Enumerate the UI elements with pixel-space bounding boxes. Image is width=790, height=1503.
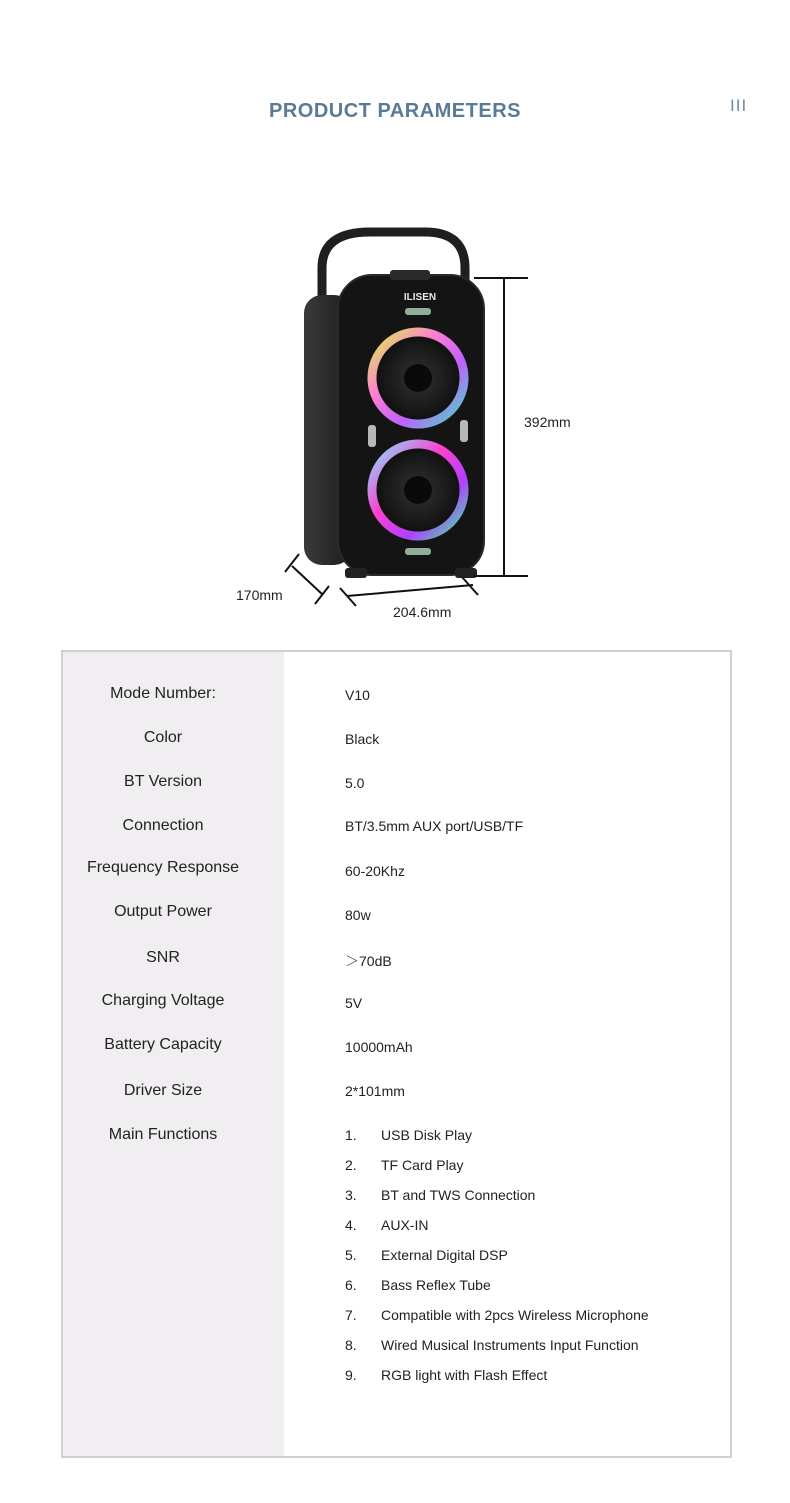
list-item: USB Disk Play <box>381 1127 473 1143</box>
width-dimension-line <box>340 577 478 606</box>
depth-label: 170mm <box>236 587 283 603</box>
list-item: AUX-IN <box>381 1217 429 1233</box>
speaker-image <box>0 0 790 640</box>
spec-label-charging-voltage: Charging Voltage <box>101 992 225 1009</box>
list-item-number: 6. <box>345 1277 357 1293</box>
spec-label-connection: Connection <box>122 817 204 834</box>
spec-table <box>61 650 732 1458</box>
spec-value-connection: BT/3.5mm AUX port/USB/TF <box>345 818 524 834</box>
product-figure <box>0 0 790 640</box>
list-item: External Digital DSP <box>381 1247 508 1263</box>
spec-label-bt-version: BT Version <box>124 773 202 790</box>
spec-label-output-power: Output Power <box>114 903 212 920</box>
page-title: PRODUCT PARAMETERS <box>269 100 521 122</box>
spec-label-color: Color <box>143 729 183 746</box>
spec-label-mode-number: Mode Number: <box>110 685 216 702</box>
list-item: Wired Musical Instruments Input Function <box>381 1337 639 1353</box>
list-item-number: 5. <box>345 1247 357 1263</box>
brand-logo: ILISEN <box>403 292 437 303</box>
spec-value-battery-capacity: 10000mAh <box>345 1039 413 1055</box>
spec-value-charging-voltage: 5V <box>345 995 363 1011</box>
menu-icon[interactable]: III <box>730 96 748 115</box>
list-item: TF Card Play <box>381 1157 464 1173</box>
list-item-number: 1. <box>345 1127 357 1143</box>
spec-value-mode-number: V10 <box>345 687 370 703</box>
height-label: 392mm <box>524 414 571 430</box>
spec-label-battery-capacity: Battery Capacity <box>104 1036 222 1053</box>
list-item-number: 8. <box>345 1337 357 1353</box>
list-item-number: 4. <box>345 1217 357 1233</box>
spec-value-color: Black <box>345 731 380 747</box>
spec-label-main-functions: Main Functions <box>108 1126 218 1143</box>
spec-label-driver-size: Driver Size <box>123 1082 203 1099</box>
spec-value-driver-size: 2*101mm <box>345 1083 405 1099</box>
list-item: Compatible with 2pcs Wireless Microphone <box>381 1307 649 1323</box>
spec-label-frequency-response: Frequency Response <box>86 859 240 876</box>
list-item-number: 7. <box>345 1307 357 1323</box>
list-item: BT and TWS Connection <box>381 1187 536 1203</box>
list-item-number: 2. <box>345 1157 357 1173</box>
width-label: 204.6mm <box>393 604 452 620</box>
spec-label-snr: SNR <box>146 949 180 966</box>
list-item-number: 3. <box>345 1187 357 1203</box>
spec-value-output-power: 80w <box>345 907 371 923</box>
list-item: Bass Reflex Tube <box>381 1277 491 1293</box>
spec-value-bt-version: 5.0 <box>345 775 365 791</box>
list-item-number: 9. <box>345 1367 357 1383</box>
spec-value-frequency-response: 60-20Khz <box>345 863 405 879</box>
spec-value-snr: ＞70dB <box>345 953 392 969</box>
list-item: RGB light with Flash Effect <box>381 1367 548 1383</box>
